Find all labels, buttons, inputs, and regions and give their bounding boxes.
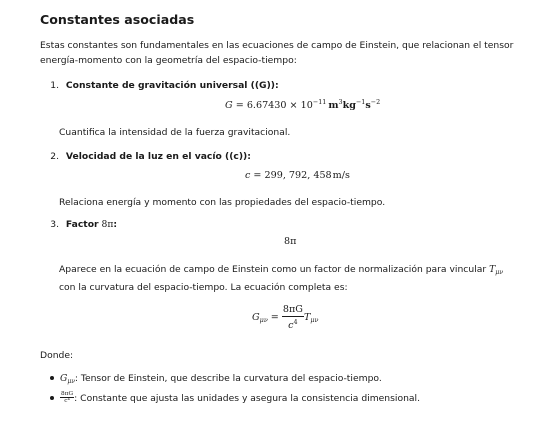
bullet-dot (50, 376, 54, 380)
bullet-einstein-tensor: $G_{\mu\nu}$: Tensor de Einstein, que describe la curvatura del espacio-tiempo. (50, 373, 382, 385)
list-item-2-description: Relaciona energía y momento con las propiedades del espacio-tiempo. (59, 197, 386, 208)
list-item-label: Constante de gravitación universal ((G)): (65, 80, 279, 91)
list-item-label: Velocidad de la luz en el vacío ((c)): (65, 151, 251, 162)
list-item-1-description: Cuantifica la intensidad de la fuerza gravitacional. (59, 127, 291, 138)
einstein-field-equation: $G_{\mu\nu}$ = $\frac{8\pi G}{c^4}$ $T_{\mu\nu}$ (252, 304, 319, 331)
gravitational-constant-equation: $G = 6.67430 \times 10^{-11}$ $m^3kg^{-1}s^{-2}$ (225, 98, 381, 111)
bullet-constant: $\frac{8\pi G}{\text{c⁴}}$ : Constante que ajusta las unidades y asegura la consistencia dimensional. (50, 392, 420, 405)
bullet-fraction: $\frac{8\pi G}{\text{c⁴}}$ (61, 391, 74, 404)
bullet-dot (50, 396, 54, 400)
list-number: 1. (50, 80, 59, 91)
list-number: 2. (50, 151, 59, 162)
field-equation-fraction: $\frac{8\pi G}{c^4}$ (282, 304, 303, 331)
intro-paragraph: Estas constantes son fundamentales en las ecuaciones de campo de Einstein, que relacionan el tensor energía-momento con la geometría del espacio-tiempo: (40, 40, 514, 66)
list-item-2-title (40, 151, 251, 162)
list-item-3-description: Aparece en la ecuación de campo de Einstein como un factor de normalización para vincular $T_{\mu\nu}$ con la curvatura del espacio-tiempo. La ecuación completa es: (59, 264, 503, 293)
list-item-3-title: 3. Factor 8π: (40, 219, 117, 230)
list-item-1-title (40, 80, 279, 91)
factor-equation: 8π (284, 236, 297, 247)
factor-math: 8π (101, 219, 114, 230)
section-heading: Constantes asociadas (40, 12, 195, 27)
donde-label: Donde: (40, 350, 74, 361)
list-item-label: Factor (65, 219, 99, 230)
list-number: 3. (50, 219, 59, 230)
speed-of-light-equation: c = 299, 792, 458m/s (245, 170, 350, 181)
